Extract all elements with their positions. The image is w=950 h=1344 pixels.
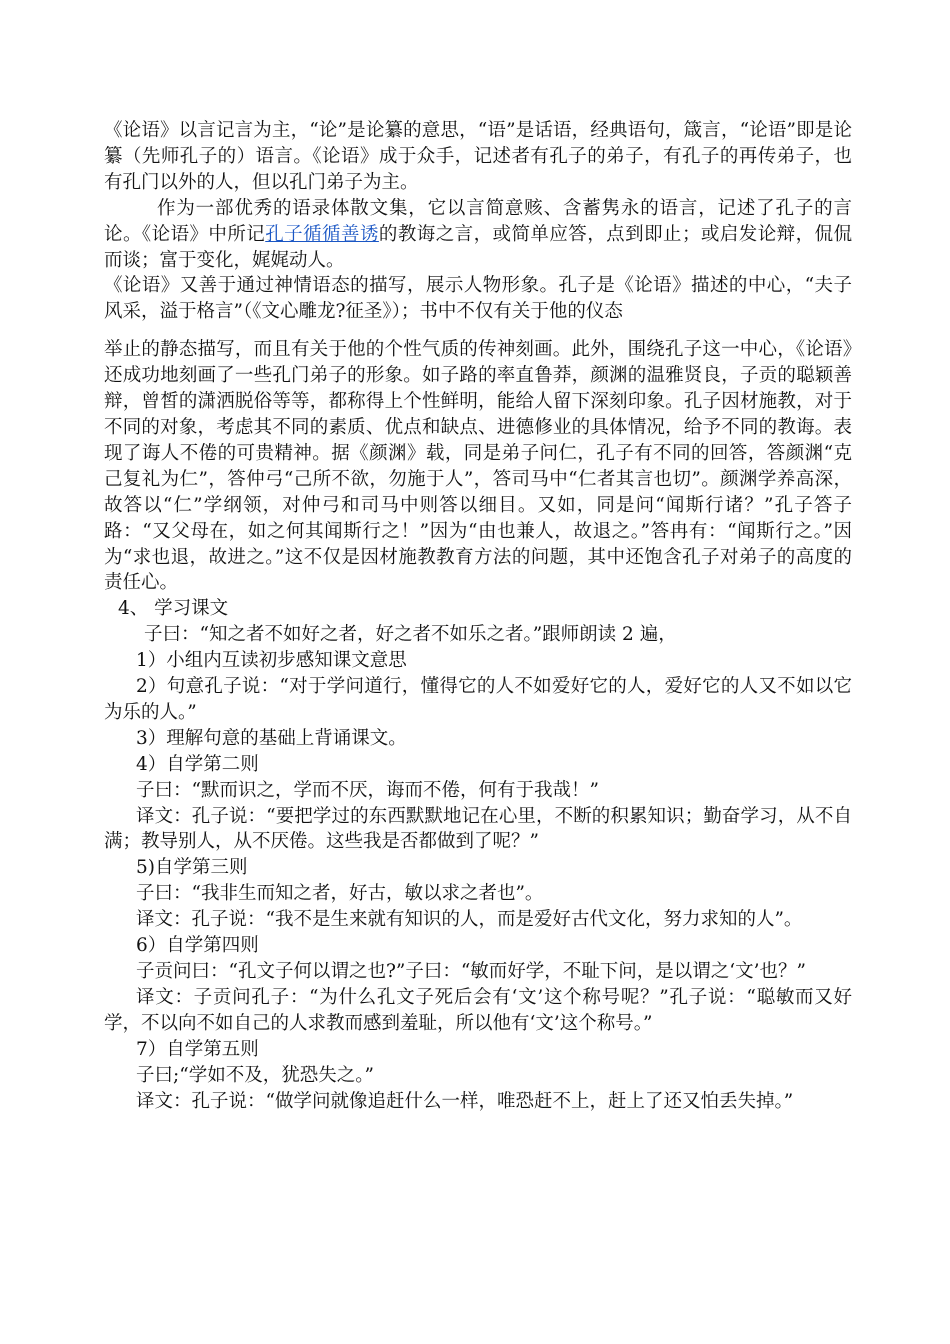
analect-5-translation: 译文：孔子说：“做学问就像追赶什么一样，唯恐赶不上，赶上了还又怕丢失掉。” — [136, 1090, 794, 1112]
analect-3-quote: 子曰：“我非生而知之者，好古，敏以求之者也”。 — [136, 883, 544, 905]
step-7-heading: 7）自学第五则 — [136, 1038, 259, 1060]
analect-2-quote: 子曰：“默而识之，学而不厌，诲而不倦，何有于我哉！” — [136, 779, 599, 801]
style-paragraph-text-end: 的教诲之言，或简单应答，点到即止；或启发论辩，侃侃而谈；富于变化，娓娓动人。 — [104, 223, 852, 271]
step-3: 3）理解句意的基础上背诵课文。 — [136, 727, 407, 749]
analect-1-quote: 子曰：“知之者不如好之者，好之者不如乐之者。”跟师朗读 2 遍， — [144, 624, 677, 646]
step-4-heading: 4）自学第二则 — [136, 753, 259, 775]
analect-4-translation: 译文：子贡问孔子：“为什么孔文子死后会有‘文’这个称号呢？”孔子说：“聪敏而又好学，不以向不如自己的人求教而感到羞耻，所以他有‘文’这个称号。” — [104, 986, 852, 1034]
document-body — [104, 118, 852, 1114]
step-1: 1）小组内互读初步感知课文意思 — [136, 650, 407, 672]
analect-3-translation: 译文：孔子说：“我不是生来就有知识的人，而是爱好古代文化，努力求知的人”。 — [136, 909, 803, 931]
analect-4-quote: 子贡问曰：“孔文子何以谓之也?”子曰：“敏而好学，不耻下问，是以谓之‘文’也？” — [136, 961, 807, 982]
section-heading-study-text: 4、 学习课文 — [118, 598, 229, 620]
portrait-paragraph-continued: 举止的静态描写，而且有关于他的个性气质的传神刻画。此外，围绕孔子这一中心，《论语》还成功地刻画了一些孔门弟子的形象。如子路的率直鲁莽，颜渊的温雅贤良，子贡的聪颖善辩，曾皙的潇洒脱俗等等，都称得上个性鲜明，能给人留下深刻印象。孔子因材施教，对于不同的对象，考虑其不同的素质、优点和缺点、进德修业的具体情况，给予不同的教诲。表现了诲人不倦的可贵精神。据《颜渊》载，同是弟子问仁，孔子有不同的回答，答颜渊“克己复礼为仁”，答仲弓“己所不欲，勿施于人”，答司马中“仁者其言也切”。颜渊学养高深，故答以“仁”学纲领，对仲弓和司马中则答以细目。又如，同是问“闻斯行诸？”孔子答子路：“又父母在，如之何其闻斯行之！”因为“由也兼人，故退之。”答冉有：“闻斯行之。”因为“求也退，故进之。”这不仅是因材施教教育方法的问题，其中还饱含孔子对弟子的高度的责任心。 — [104, 339, 852, 594]
analect-5-quote: 子曰;“学如不及，犹恐失之。” — [136, 1064, 374, 1086]
step-2-translation: 2）句意孔子说：“对于学问道行，懂得它的人不如爱好它的人，爱好它的人又不如以它为乐的人。” — [104, 676, 852, 723]
step-5-heading: 5)自学第三则 — [136, 857, 248, 879]
intro-paragraph: 《论语》以言记言为主，“论”是论纂的意思，“语”是话语，经典语句，箴言，“论语”即是论纂（先师孔子的）语言。《论语》成于众手，记述者有孔子的弟子，有孔子的再传弟子，也有孔门以外的人，但以孔门弟子为主。 — [104, 120, 852, 193]
step-6-heading: 6）自学第四则 — [136, 935, 259, 957]
style-paragraph — [104, 196, 852, 274]
portrait-paragraph-start: 《论语》又善于通过神情语态的描写，展示人物形象。孔子是《论语》描述的中心，“夫子风采，溢于格言”（《文心雕龙?征圣》）；书中不仅有关于他的仪态 — [104, 275, 852, 323]
analect-2-translation: 译文：孔子说：“要把学过的东西默默地记在心里，不断的积累知识；勤奋学习，从不自满；教导别人，从不厌倦。这些我是否都做到了呢？” — [104, 805, 852, 853]
confucius-teaching-link[interactable]: 孔子循循善诱 — [265, 223, 379, 245]
style-paragraph-text: 作为一部优秀的语录体散文集，它以言简意赅、含蓄隽永的语言，记述了孔子的言论。《论语》中所记 — [104, 197, 852, 245]
